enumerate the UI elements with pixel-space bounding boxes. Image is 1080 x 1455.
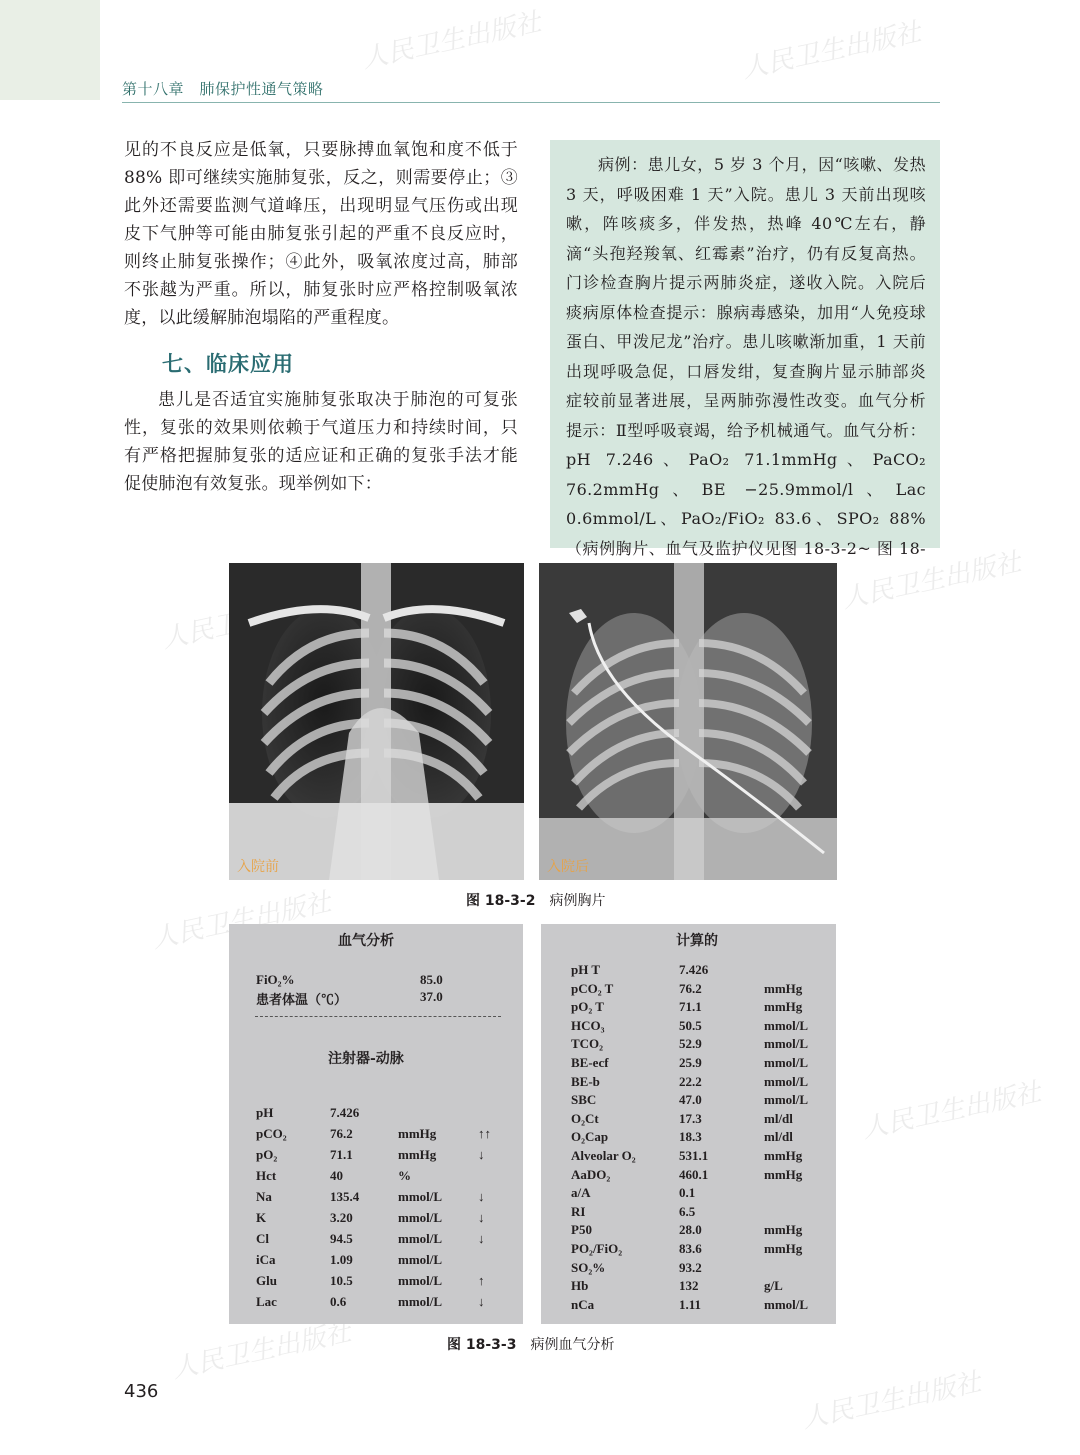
cell-value: 22.2: [679, 1073, 702, 1089]
cell-value: 76.2: [679, 980, 702, 996]
cell-unit: mmHg: [398, 1126, 437, 1141]
cell-value: 1.11: [679, 1296, 702, 1312]
cell-name: SO₂%: [571, 1259, 606, 1275]
cell-name: Na: [256, 1189, 272, 1204]
left-column: [124, 136, 518, 498]
watermark: 人民卫生出版社: [169, 1317, 354, 1385]
cell-name: HCO₃: [571, 1017, 605, 1033]
cell-name: nCa: [571, 1296, 595, 1312]
cell-value: 47.0: [679, 1092, 702, 1108]
case-text: 病例：患儿女，5 岁 3 个月，因“咳嗽、发热 3 天，呼吸困难 1 天”入院。患儿 3 天前出现咳嗽，阵咳痰多，伴发热，热峰 40℃左右，静滴“头孢羟羧氧、红霉素”治疗，仍有反复高热。门诊检查胸片提示两肺炎症，遂收入院。入院后痰病原体检查提示：腺病毒感染，加用“人免疫球蛋白、甲泼尼龙”治疗。患儿咳嗽渐加重，1 天前出现呼吸急促，口唇发绀，复查胸片显示肺部炎症较前显著进展，呈两肺弥漫性改变。血气分析提示：Ⅱ型呼吸衰竭，给予机械通气。血气分析：pH 7.246、PaO₂ 71.1mmHg、PaCO₂ 76.2mmHg、BE −25.9mmol/l、Lac 0.6mmol/L、PaO₂/FiO₂ 83.6、SPO₂ 88%（病例胸片、血气及监护仪见图 18-3-2~ 图 18-: [566, 155, 926, 558]
watermark: 人民卫生出版社: [839, 547, 1024, 615]
cell-value: 1.09: [330, 1252, 353, 1267]
figure-caption: [447, 1334, 614, 1354]
cell-unit: mmol/L: [398, 1189, 443, 1204]
cell-value: 3.20: [330, 1210, 353, 1225]
chapter-header: 第十八章 肺保护性通气策略: [122, 80, 324, 98]
cell-name: pO₂: [256, 1147, 278, 1162]
watermark: 人民卫生出版社: [859, 1077, 1044, 1145]
figure-number: 图 18-3-2: [466, 893, 536, 909]
watermark: 人民卫生出版社: [799, 1367, 984, 1435]
row-name: FiO₂%: [256, 972, 295, 987]
cell-value: 28.0: [679, 1222, 702, 1238]
cell-flag: ↓: [478, 1231, 485, 1246]
cell-value: 71.1: [330, 1147, 353, 1162]
cell-name: BE-b: [571, 1073, 600, 1089]
xray-label-before: 入院前: [237, 859, 279, 875]
cell-unit: mmol/L: [764, 1073, 809, 1089]
section-heading: 七、临床应用: [162, 352, 294, 376]
cell-value: 76.2: [330, 1126, 353, 1141]
cell-value: 52.9: [679, 1036, 702, 1052]
cell-value: 460.1: [679, 1166, 709, 1182]
header-rule: [122, 102, 940, 103]
xray-before-admission: [229, 563, 524, 880]
cell-value: 17.3: [679, 1110, 702, 1126]
corner-block: [0, 0, 100, 100]
xray-after-admission: [539, 563, 837, 880]
cell-name: Hct: [256, 1168, 277, 1183]
cell-value: 83.6: [679, 1241, 702, 1256]
cell-unit: mmHg: [398, 1147, 437, 1162]
body-paragraph: 见的不良反应是低氧，只要脉搏血氧饱和度不低于 88% 即可继续实施肺复张，反之，则需要停止；③此外还需要监测气道峰压，出现明显气压伤或出现皮下气肿等可能由肺复张引起的严重不良反应时，则终止肺复张操作；④此外，吸氧浓度过高，肺部不张越为严重。所以，肺复张时应严格控制吸氧浓度，以此缓解肺泡塌陷的严重程度。: [124, 140, 518, 328]
watermark: 人民卫生出版社: [359, 7, 544, 75]
cell-value: 18.3: [679, 1129, 702, 1145]
cell-name: PO₂/FiO₂: [571, 1241, 623, 1256]
cell-unit: ml/dl: [764, 1129, 793, 1145]
cell-name: P50: [571, 1222, 592, 1238]
figure-caption: [466, 890, 605, 910]
cell-name: Glu: [256, 1273, 277, 1288]
cell-unit: mmol/L: [764, 1036, 809, 1052]
cell-unit: mmol/L: [764, 1296, 809, 1312]
cell-name: Cl: [256, 1231, 269, 1246]
cell-value: 531.1: [679, 1148, 709, 1163]
cell-value: 50.5: [679, 1017, 702, 1033]
cell-name: RI: [571, 1203, 586, 1219]
cell-name: O₂Cap: [571, 1129, 609, 1145]
cell-value: 6.5: [679, 1203, 696, 1219]
cell-unit: mmol/L: [764, 1017, 809, 1033]
cell-unit: mmol/L: [764, 1092, 809, 1108]
cell-flag: ↓: [478, 1189, 485, 1204]
row-name: 患者体温（℃）: [256, 992, 348, 1007]
row-value: 37.0: [420, 989, 443, 1004]
cell-value: 7.426: [679, 962, 709, 977]
cell-unit: mmHg: [764, 999, 803, 1015]
watermark: 人民卫生出版社: [149, 887, 334, 955]
cell-unit: mmHg: [764, 1148, 803, 1163]
cell-name: Hb: [571, 1278, 589, 1294]
cell-name: SBC: [571, 1092, 597, 1108]
cell-value: 10.5: [330, 1273, 353, 1288]
cell-unit: mmol/L: [398, 1210, 443, 1225]
cell-name: pO₂ T: [571, 999, 604, 1015]
sample-title: 注射器-动脉: [328, 1051, 404, 1067]
cell-unit: mmHg: [764, 1241, 803, 1256]
cell-name: K: [256, 1210, 267, 1225]
cell-unit: mmHg: [764, 980, 803, 996]
cell-name: O₂Ct: [571, 1110, 599, 1126]
cell-flag: ↑↑: [478, 1126, 491, 1141]
cell-name: pCO₂ T: [571, 980, 614, 996]
figure-title: 病例血气分析: [530, 1337, 615, 1353]
cell-unit: mmol/L: [398, 1252, 443, 1267]
cell-flag: ↓: [478, 1147, 485, 1162]
cell-value: 0.6: [330, 1294, 347, 1309]
dashed-divider: [255, 1016, 501, 1017]
cell-name: BE-ecf: [571, 1055, 609, 1070]
cell-value: 0.1: [679, 1185, 696, 1201]
cell-unit: %: [398, 1168, 411, 1183]
page-number: 436: [124, 1381, 159, 1402]
cell-flag: ↓: [478, 1210, 485, 1225]
cell-name: iCa: [256, 1252, 276, 1267]
cell-unit: mmHg: [764, 1166, 803, 1182]
cell-value: 93.2: [679, 1259, 702, 1275]
cell-name: TCO₂: [571, 1036, 604, 1052]
cell-value: 135.4: [330, 1189, 360, 1204]
watermark: 人民卫生出版社: [739, 17, 924, 85]
cell-name: pH: [256, 1105, 274, 1120]
body-paragraph: 患儿是否适宜实施肺复张取决于肺泡的可复张性，复张的效果则依赖于气道压力和持续时间，只有严格把握肺复张的适应证和正确的复张手法才能促使肺泡有效复张。现举例如下：: [124, 390, 518, 494]
case-box: [550, 140, 940, 558]
figure-number: 图 18-3-3: [447, 1337, 517, 1353]
row-value: 85.0: [420, 972, 443, 987]
cell-value: 40: [330, 1168, 343, 1183]
cell-unit: mmol/L: [398, 1294, 443, 1309]
cell-value: 71.1: [679, 999, 702, 1015]
cell-unit: ml/dl: [764, 1110, 793, 1126]
cell-value: 7.426: [330, 1105, 360, 1120]
cell-flag: ↑: [478, 1273, 485, 1288]
cell-name: Alveolar O₂: [571, 1148, 636, 1163]
cell-name: a/A: [571, 1185, 591, 1201]
cell-name: pCO₂: [256, 1126, 287, 1141]
cell-unit: mmol/L: [398, 1273, 443, 1288]
cell-value: 94.5: [330, 1231, 353, 1246]
blood-gas-title: 血气分析: [338, 933, 394, 949]
figure-title: 病例胸片: [549, 893, 606, 909]
cell-name: AaDO₂: [571, 1166, 611, 1182]
calculated-title: 计算的: [676, 933, 718, 949]
cell-value: 25.9: [679, 1055, 702, 1070]
cell-unit: mmol/L: [398, 1231, 443, 1246]
xray-label-after: 入院后: [547, 859, 589, 875]
cell-name: pH T: [571, 962, 601, 977]
cell-unit: g/L: [764, 1278, 783, 1294]
cell-value: 132: [679, 1278, 699, 1294]
cell-name: Lac: [256, 1294, 277, 1309]
cell-unit: mmHg: [764, 1222, 803, 1238]
cell-unit: mmol/L: [764, 1055, 809, 1070]
cell-flag: ↓: [478, 1294, 485, 1309]
